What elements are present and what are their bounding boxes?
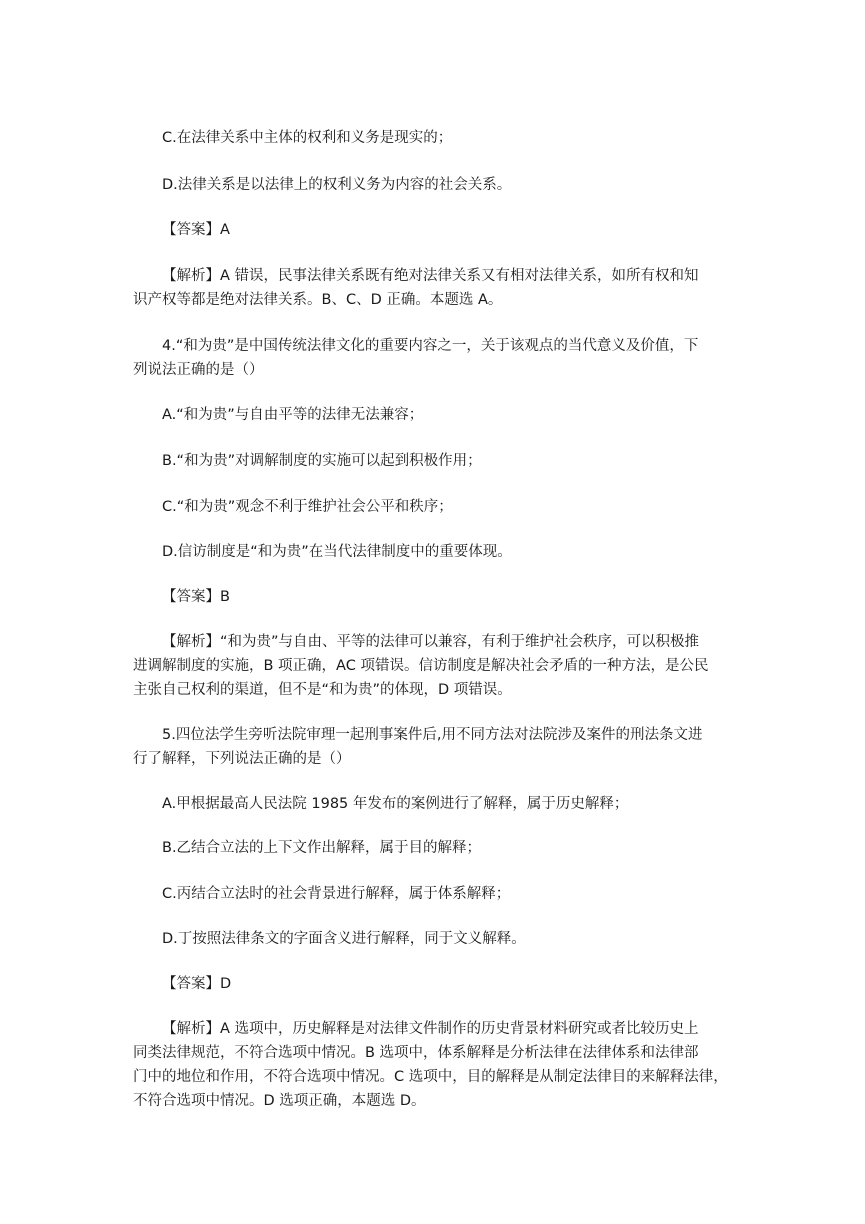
q5-option-b: B.乙结合立法的上下文作出解释，属于目的解释； bbox=[162, 840, 482, 856]
q5-option-d: D.丁按照法律条文的字面含义进行解释，同于文义解释。 bbox=[162, 931, 526, 947]
q4-option-b: B.“和为贵”对调解制度的实施可以起到积极作用； bbox=[162, 453, 482, 469]
q3-analysis-line-1: 【解析】A 错误，民事法律关系既有绝对法律关系又有相对法律关系，如所有权和知 bbox=[162, 268, 699, 284]
q5-analysis-line-1: 【解析】A 选项中，历史解释是对法律文件制作的历史背景材料研究或者比较历史上 bbox=[162, 1021, 699, 1037]
q5-analysis-line-3: 门中的地位和作用，不符合选项中情况。C 选项中，目的解释是从制定法律目的来解释法律， bbox=[133, 1069, 728, 1085]
q4-option-a: A.“和为贵”与自由平等的法律无法兼容； bbox=[162, 407, 424, 423]
q4-option-d: D.信访制度是“和为贵”在当代法律制度中的重要体现。 bbox=[162, 544, 512, 560]
q5-stem-line-2: 行了解释，下列说法正确的是（） bbox=[133, 751, 351, 767]
q5-stem-line-1: 5.四位法学生旁听法院审理一起刑事案件后,用不同方法对法院涉及案件的刑法条文进 bbox=[162, 727, 703, 743]
q4-analysis-line-2: 进调解制度的实施，B 项正确，AC 项错误。信访制度是解决社会矛盾的一种方法，是公民 bbox=[133, 658, 709, 674]
q5-analysis-line-2: 同类法律规范，不符合选项中情况。B 选项中，体系解释是分析法律在法律体系和法律部 bbox=[133, 1045, 699, 1061]
q4-stem-line-2: 列说法正确的是（） bbox=[133, 362, 264, 378]
q5-answer: 【答案】D bbox=[162, 976, 232, 992]
q3-option-c: C.在法律关系中主体的权利和义务是现实的； bbox=[162, 130, 453, 146]
q3-option-d: D.法律关系是以法律上的权利义务为内容的社会关系。 bbox=[162, 177, 512, 193]
q4-analysis-line-1: 【解析】“和为贵”与自由、平等的法律可以兼容，有利于维护社会秩序，可以积极推 bbox=[162, 634, 700, 650]
q5-option-c: C.丙结合立法时的社会背景进行解释，属于体系解释； bbox=[162, 886, 511, 902]
q4-option-c: C.“和为贵”观念不利于维护社会公平和秩序； bbox=[162, 499, 453, 515]
q4-answer: 【答案】B bbox=[162, 589, 230, 605]
q4-stem-line-1: 4.“和为贵”是中国传统法律文化的重要内容之一，关于该观点的当代意义及价值，下 bbox=[162, 338, 699, 354]
q3-answer: 【答案】A bbox=[162, 222, 230, 238]
q4-analysis-line-3: 主张自己权利的渠道，但不是“和为贵”的体现，D 项错误。 bbox=[133, 682, 512, 698]
q5-analysis-line-4: 不符合选项中情况。D 选项正确，本题选 D。 bbox=[133, 1093, 426, 1109]
q3-analysis-line-2: 识产权等都是绝对法律关系。B、C、D 正确。本题选 A。 bbox=[133, 292, 503, 308]
q5-option-a: A.甲根据最高人民法院 1985 年发布的案例进行了解释，属于历史解释； bbox=[162, 796, 629, 812]
